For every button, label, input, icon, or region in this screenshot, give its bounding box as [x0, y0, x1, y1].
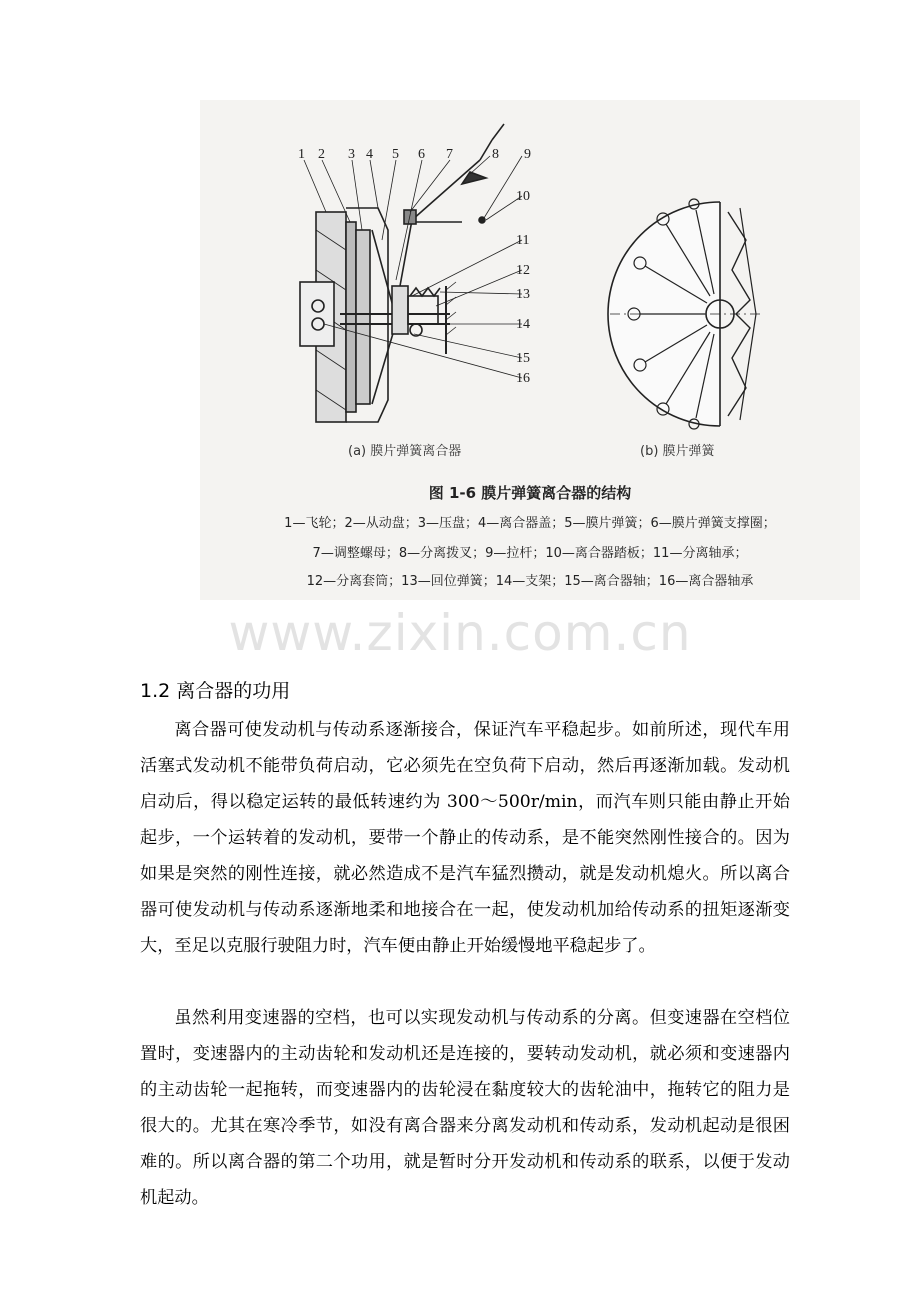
part-number: 2 — [318, 147, 325, 162]
part-number: 14 — [516, 317, 530, 332]
clutch-structure-figure — [200, 100, 860, 480]
part-number: 7 — [446, 147, 453, 162]
figure-legend-line-2: 7—调整螺母；8—分离拨叉；9—拉杆；10—离合器踏板；11—分离轴承； — [312, 546, 748, 561]
part-number: 16 — [516, 371, 530, 386]
part-number: 5 — [392, 147, 399, 162]
diaphragm-spring-drawing — [608, 199, 760, 429]
clutch-assembly-drawing — [300, 124, 522, 422]
part-number: 1 — [298, 147, 305, 162]
part-number: 15 — [516, 351, 530, 366]
figure-title: 图 1-6 膜片弹簧离合器的结构 — [428, 484, 632, 502]
subcaption-a: (a) 膜片弹簧离合器 — [348, 444, 462, 459]
part-number: 9 — [524, 147, 531, 162]
figure-legend-line-3: 12—分离套筒；13—回位弹簧；14—支架；15—离合器轴；16—离合器轴承 — [306, 574, 754, 589]
part-number: 11 — [516, 233, 530, 248]
part-number: 12 — [516, 263, 530, 278]
part-number: 10 — [516, 189, 530, 204]
section-heading: 1.2 离合器的功用 — [140, 680, 291, 702]
subcaption-b: (b) 膜片弹簧 — [640, 444, 715, 459]
part-number: 13 — [516, 287, 530, 302]
part-number: 6 — [418, 147, 425, 162]
figure-legend-line-1: 1—飞轮；2—从动盘；3—压盘；4—离合器盖；5—膜片弹簧；6—膜片弹簧支撑圈； — [284, 516, 776, 531]
watermark: www.zixin.com.cn — [228, 604, 692, 662]
paragraph-1: 离合器可使发动机与传动系逐渐接合，保证汽车平稳起步。如前所述，现代车用活塞式发动机不能带负荷启动，它必须先在空负荷下启动，然后再逐渐加载。发动机启动后，得以稳定运转的最低转速约为 300～500r/min，而汽车则只能由静止开始起步，一个运转着的发动机，要带一个静止的传动系，是不能突然刚性接合的。因为如果是突然的刚性连接，就必然造成不是汽车猛烈攒动，就是发动机熄火。所以离合器可使发动机与传动系逐渐地柔和地接合在一起，使发动机加给传动系的扭矩逐渐变大，至足以克服行驶阻力时，汽车便由静止开始缓慢地平稳起步了。 — [140, 720, 790, 956]
part-number: 3 — [348, 147, 355, 162]
part-number: 8 — [492, 147, 499, 162]
part-number: 4 — [366, 147, 373, 162]
paragraph-2: 虽然利用变速器的空档，也可以实现发动机与传动系的分离。但变速器在空档位置时，变速器内的主动齿轮和发动机还是连接的，要转动发动机，就必须和变速器内的主动齿轮一起拖转，而变速器内的齿轮浸在黏度较大的齿轮油中，拖转它的阻力是很大的。尤其在寒冷季节，如没有离合器来分离发动机和传动系，发动机起动是很困难的。所以离合器的第二个功用，就是暂时分开发动机和传动系的联系，以便于发动机起动。 — [140, 1008, 790, 1208]
